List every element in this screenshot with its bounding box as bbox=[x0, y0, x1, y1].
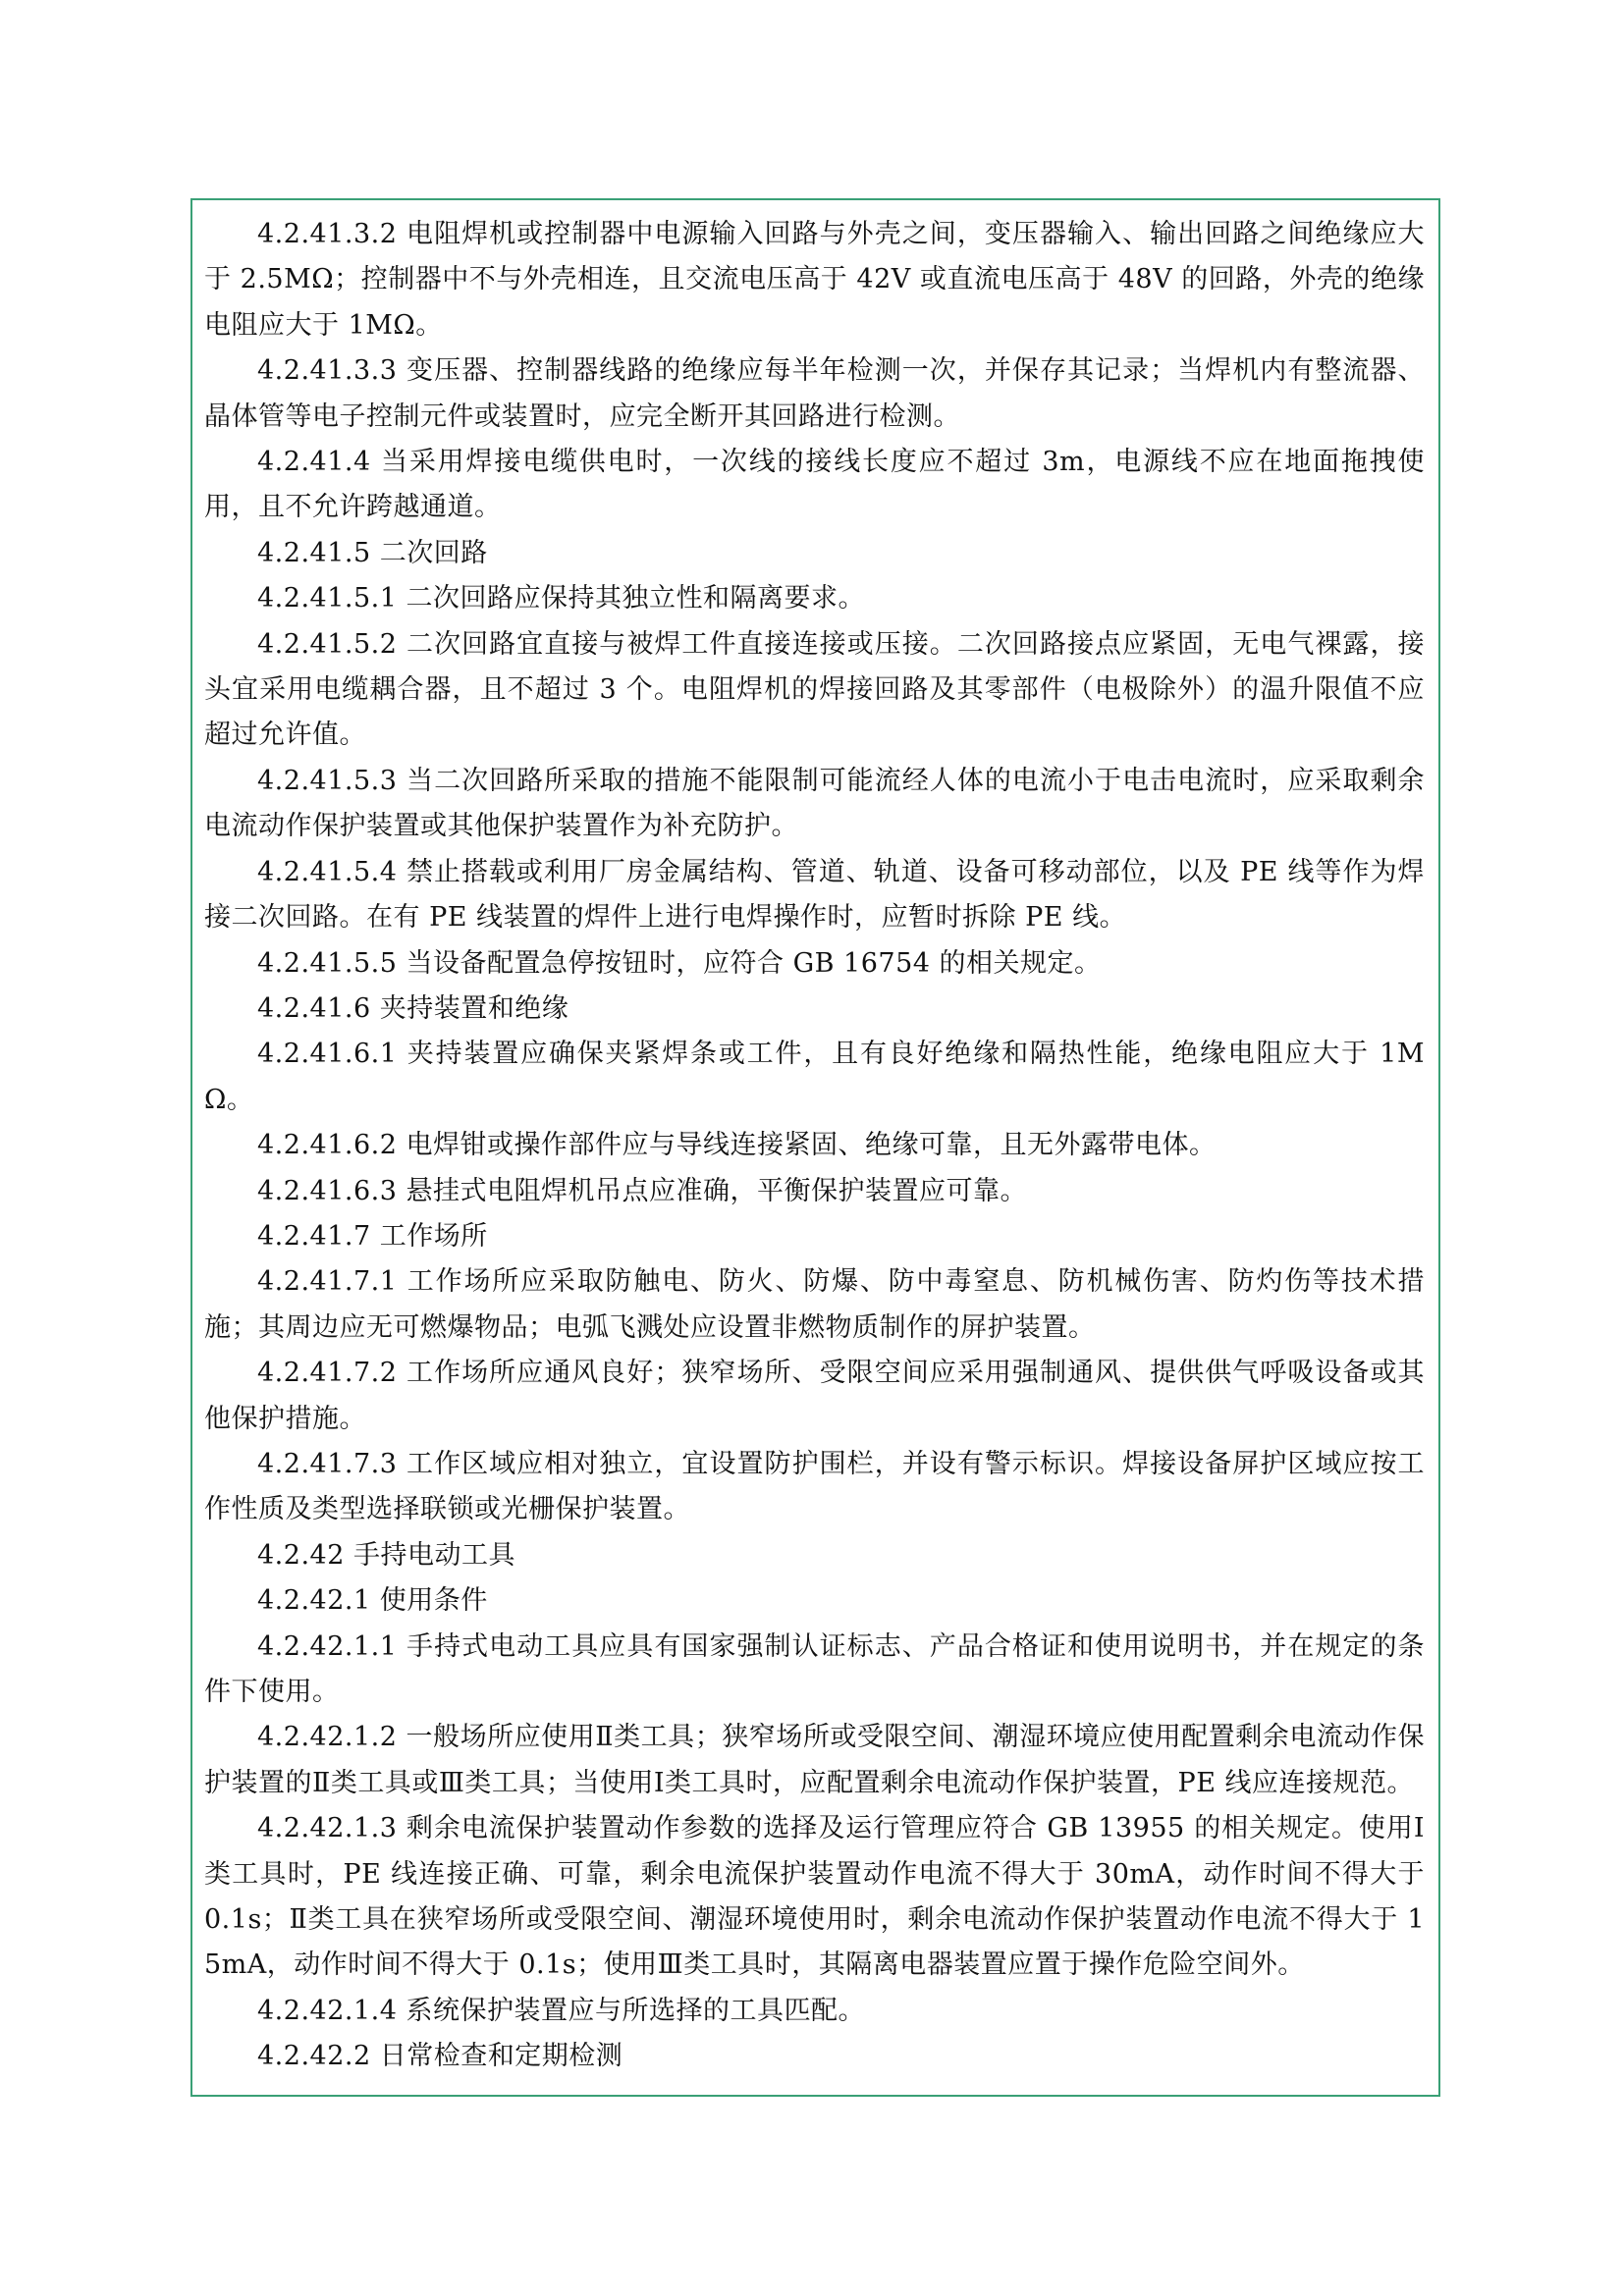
paragraph: 4.2.42.1.3 剩余电流保护装置动作参数的选择及运行管理应符合 GB 13955 的相关规定。使用Ⅰ类工具时，PE 线连接正确、可靠，剩余电流保护装置动作电流不得大于 30mA，动作时间不得大于 0.1s；Ⅱ类工具在狭窄场所或受限空间、潮湿环境使用时，剩余电流动作保护装置动作电流不得大于 15mA，动作时间不得大于 0.1s；使用Ⅲ类工具时，其隔离电器装置应置于操作危险空间外。 bbox=[204, 1813, 1425, 1981]
section-heading: 4.2.41.5 二次回路 bbox=[257, 537, 488, 568]
paragraph: 4.2.42.1.4 系统保护装置应与所选择的工具匹配。 bbox=[257, 1995, 865, 2026]
paragraph: 4.2.41.7.1 工作场所应采取防触电、防火、防爆、防中毒窒息、防机械伤害、防灼伤等技术措施；其周边应无可燃爆物品；电弧飞溅处应设置非燃物质制作的屏护装置。 bbox=[204, 1266, 1425, 1343]
section-heading: 4.2.42.1 使用条件 bbox=[257, 1585, 488, 1617]
paragraph: 4.2.41.4 当采用焊接电缆供电时，一次线的接线长度应不超过 3m，电源线不应在地面拖拽使用，且不允许跨越通道。 bbox=[204, 447, 1425, 523]
paragraph: 4.2.41.5.3 当二次回路所采取的措施不能限制可能流经人体的电流小于电击电流时，应采取剩余电流动作保护装置或其他保护装置作为补充防护。 bbox=[204, 765, 1425, 842]
section-heading: 4.2.42 手持电动工具 bbox=[257, 1539, 515, 1571]
section-heading: 4.2.42.2 日常检查和定期检测 bbox=[257, 2041, 623, 2072]
paragraph: 4.2.41.5.1 二次回路应保持其独立性和隔离要求。 bbox=[257, 583, 865, 614]
paragraph: 4.2.41.5.5 当设备配置急停按钮时，应符合 GB 16754 的相关规定。 bbox=[257, 947, 1102, 979]
paragraph: 4.2.41.7.3 工作区域应相对独立，宜设置防护围栏，并设有警示标识。焊接设备屏护区域应按工作性质及类型选择联锁或光栅保护装置。 bbox=[204, 1448, 1425, 1525]
paragraph: 4.2.41.7.2 工作场所应通风良好；狭窄场所、受限空间应采用强制通风、提供供气呼吸设备或其他保护措施。 bbox=[204, 1358, 1425, 1434]
paragraph: 4.2.42.1.2 一般场所应使用Ⅱ类工具；狭窄场所或受限空间、潮湿环境应使用配置剩余电流动作保护装置的Ⅱ类工具或Ⅲ类工具；当使用Ⅰ类工具时，应配置剩余电流动作保护装置，PE 线应连接规范。 bbox=[204, 1722, 1425, 1798]
paragraph: 4.2.41.6.1 夹持装置应确保夹紧焊条或工件，且有良好绝缘和隔热性能，绝缘电阻应大于 1MΩ。 bbox=[204, 1039, 1425, 1115]
paragraph: 4.2.41.3.2 电阻焊机或控制器中电源输入回路与外壳之间，变压器输入、输出回路之间绝缘应大于 2.5MΩ；控制器中不与外壳相连，且交流电压高于 42V 或直流电压高于 48V 的回路，外壳的绝缘电阻应大于 1MΩ。 bbox=[204, 219, 1425, 341]
section-heading: 4.2.41.6 夹持装置和绝缘 bbox=[257, 992, 569, 1024]
paragraph: 4.2.41.6.3 悬挂式电阻焊机吊点应准确，平衡保护装置应可靠。 bbox=[257, 1175, 1027, 1206]
paragraph: 4.2.41.5.4 禁止搭载或利用厂房金属结构、管道、轨道、设备可移动部位，以及 PE 线等作为焊接二次回路。在有 PE 线装置的焊件上进行电焊操作时，应暂时拆除 PE 线。 bbox=[204, 856, 1425, 934]
document-body bbox=[204, 212, 1425, 2080]
content-frame bbox=[190, 198, 1440, 2097]
section-heading: 4.2.41.7 工作场所 bbox=[257, 1220, 488, 1252]
paragraph: 4.2.41.3.3 变压器、控制器线路的绝缘应每半年检测一次，并保存其记录；当焊机内有整流器、晶体管等电子控制元件或装置时，应完全断开其回路进行检测。 bbox=[204, 355, 1425, 432]
paragraph: 4.2.41.5.2 二次回路宜直接与被焊工件直接连接或压接。二次回路接点应紧固，无电气裸露，接头宜采用电缆耦合器，且不超过 3 个。电阻焊机的焊接回路及其零部件（电极除外）的温升限值不应超过允许值。 bbox=[204, 628, 1425, 751]
paragraph: 4.2.41.6.2 电焊钳或操作部件应与导线连接紧固、绝缘可靠，且无外露带电体。 bbox=[257, 1130, 1217, 1161]
paragraph: 4.2.42.1.1 手持式电动工具应具有国家强制认证标志、产品合格证和使用说明书，并在规定的条件下使用。 bbox=[204, 1630, 1425, 1707]
